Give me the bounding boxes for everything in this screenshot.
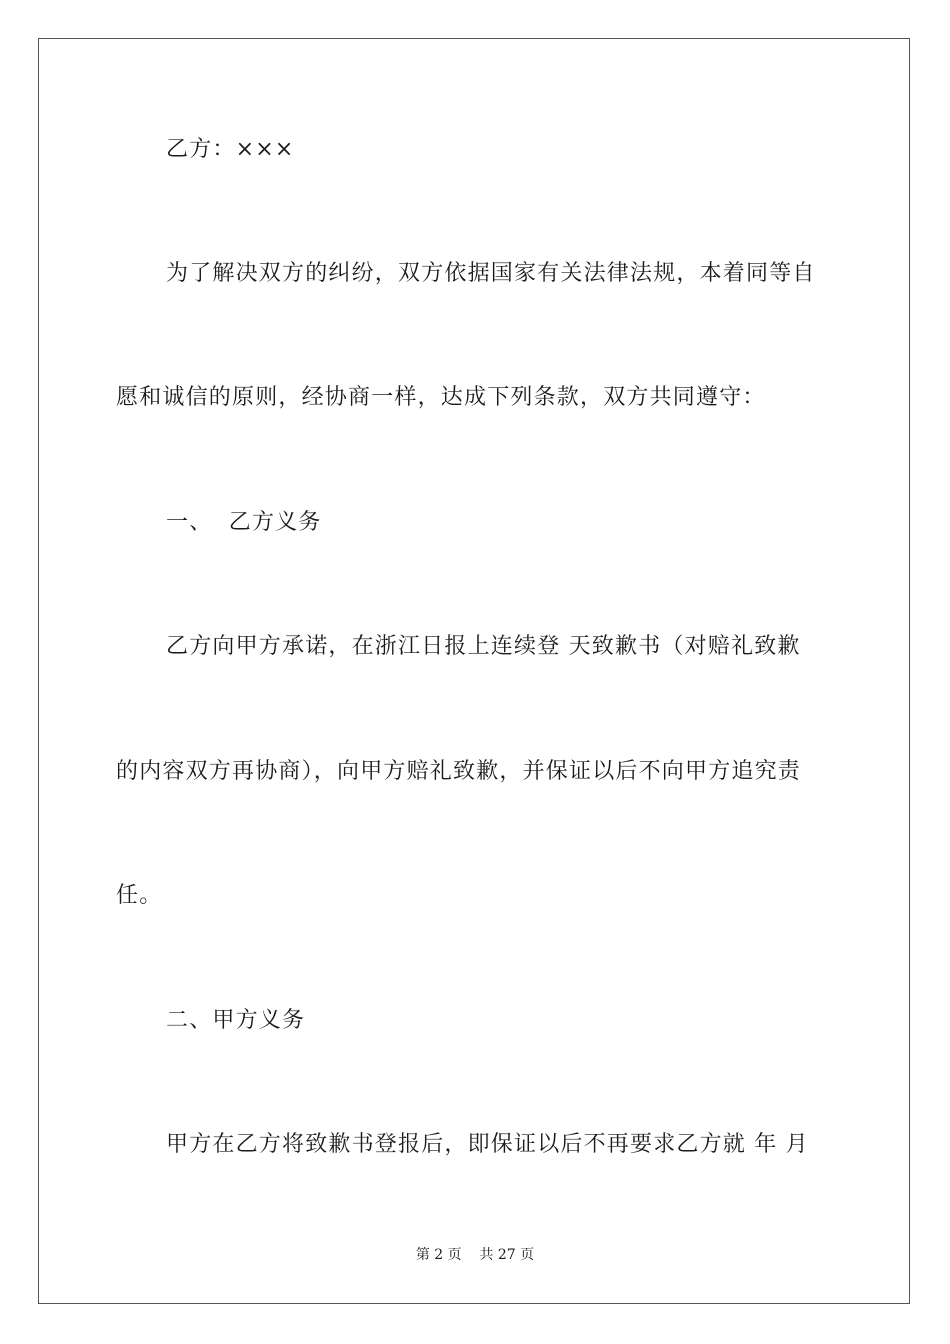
section-heading-party-a-obligations: 二、甲方义务: [166, 1008, 306, 1033]
preamble-line-1: 为了解决双方的纠纷，双方依据国家有关法律法规，本着同等自: [166, 261, 816, 286]
party-b-obligation-line-2: 的内容双方再协商），向甲方赔礼致歉，并保证以后不向甲方追究责: [116, 759, 802, 784]
preamble-line-2: 愿和诚信的原则，经协商一样，达成下列条款，双方共同遵守：: [116, 385, 766, 410]
section-heading-party-b-obligations: 一、 乙方义务: [166, 510, 322, 535]
party-a-obligation-line-1: 甲方在乙方将致歉书登报后，即保证以后不再要求乙方就 年 月: [166, 1132, 809, 1157]
page-number-footer: 第 2 页 共 27 页: [415, 1247, 535, 1263]
party-b-obligation-line-1: 乙方向甲方承诺，在浙江日报上连续登 天致歉书（对赔礼致歉: [166, 634, 801, 659]
party-b-line: 乙方：×××: [166, 137, 295, 162]
party-b-obligation-line-3: 任。: [116, 883, 163, 908]
page-border: [38, 38, 910, 1304]
